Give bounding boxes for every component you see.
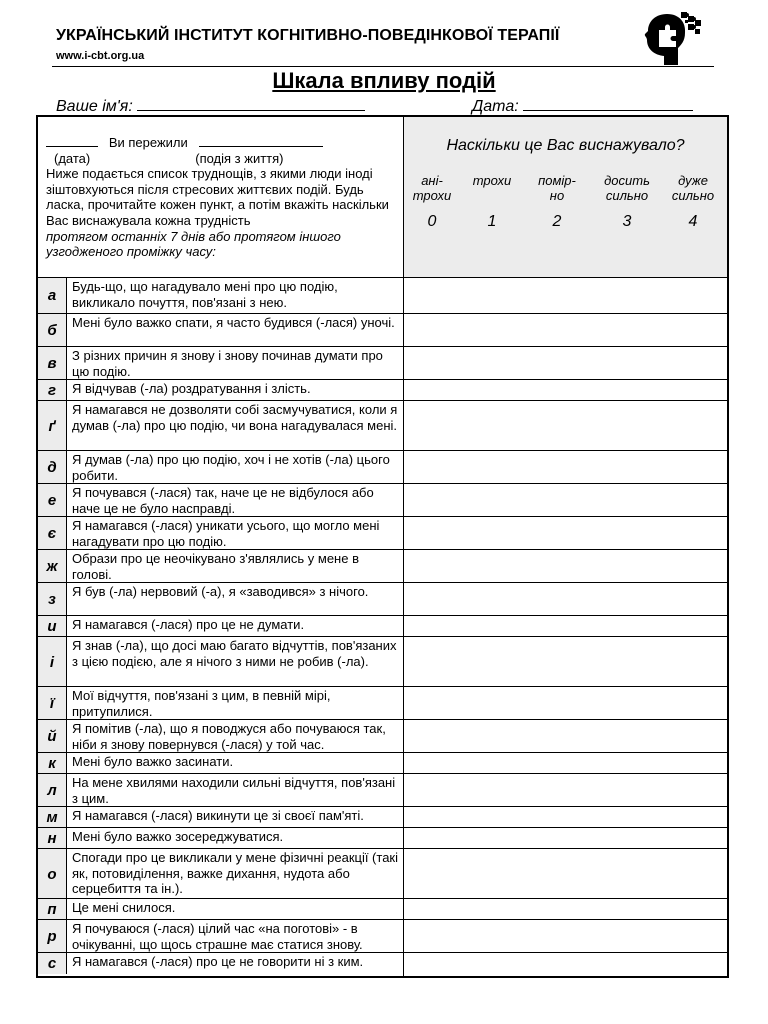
table-row	[38, 450, 727, 484]
answer-cell[interactable]	[405, 347, 727, 380]
answer-cell[interactable]	[405, 720, 727, 753]
answer-cell[interactable]	[405, 314, 727, 347]
item-text: Будь-що, що нагадувало мені про цю подію, викликало почуття, пов'язані з нею.	[72, 279, 338, 310]
answer-cell[interactable]	[405, 920, 727, 953]
item-letter: п	[38, 899, 67, 920]
answer-cell[interactable]	[405, 807, 727, 828]
item-text: Я знав (-ла), що досі маю багато відчуттів, пов'язаних з цією подією, але я нічого з ними не робив (-ла).	[72, 638, 397, 669]
item-text: Я намагався (-лася) викинути це зі своєї пам'яті.	[72, 808, 364, 823]
answer-cell[interactable]	[405, 753, 727, 774]
item-letter: ї	[38, 687, 67, 720]
date-field[interactable]: Дата:	[472, 96, 693, 116]
table-row	[38, 582, 727, 616]
item-text: Це мені снилося.	[72, 900, 176, 915]
table-row	[38, 919, 727, 953]
questionnaire-table	[36, 115, 729, 978]
answer-cell[interactable]	[405, 451, 727, 484]
item-letter: б	[38, 314, 67, 347]
table-row	[38, 400, 727, 451]
scale-question: Наскільки це Вас виснажувало?	[446, 137, 685, 154]
item-text: Мені було важко спати, я часто будився (-лася) уночі.	[72, 315, 395, 330]
name-field[interactable]: Ваше ім'я:	[56, 96, 365, 116]
answer-cell[interactable]	[405, 278, 727, 313]
scale-value-1: 1	[487, 213, 497, 230]
item-letter: р	[38, 920, 67, 953]
answer-cell[interactable]	[405, 849, 727, 899]
item-letter: и	[38, 616, 67, 637]
answer-cell[interactable]	[405, 401, 727, 451]
table-row	[38, 516, 727, 550]
institute-url: www.i-cbt.org.ua	[56, 50, 145, 62]
table-row	[38, 313, 727, 347]
scale-label-2: помір- но	[538, 173, 576, 203]
item-text: На мене хвилями находили сильні відчуття, пов'язані з цим.	[72, 775, 396, 806]
item-text: Я був (-ла) нервовий (-а), я «заводився» з нічого.	[72, 584, 369, 599]
table-row	[38, 848, 727, 899]
scale-value-4: 4	[688, 213, 698, 230]
answer-cell[interactable]	[405, 484, 727, 517]
answer-cell[interactable]	[405, 517, 727, 550]
scale-label-0: ані- трохи	[412, 173, 452, 203]
item-letter: г	[38, 380, 67, 401]
document-title: Шкала впливу подій	[272, 68, 496, 93]
institute-name: УКРАЇНСЬКИЙ ІНСТИТУТ КОГНІТИВНО-ПОВЕДІНКОВОЇ ТЕРАПІЇ	[56, 27, 560, 44]
answer-cell[interactable]	[405, 637, 727, 687]
answer-cell[interactable]	[405, 774, 727, 807]
instructions: Ви пережили (дата) (подія з життя) Ниже подається список труднощів, з якими люди іноді зіштовхуються після стресових життєвих подій. Будь ласка, прочитайте кожен пункт, а потім вкажіть наскільки Вас виснажувала кожна трудність протягом останніх 7 днів або протягом іншого узгодженого проміжку часу:	[46, 135, 389, 260]
answer-cell[interactable]	[405, 583, 727, 616]
item-letter: н	[38, 828, 67, 849]
item-letter: д	[38, 451, 67, 484]
item-text: Образи про це неочікувано з'являлись у мене в голові.	[72, 551, 359, 582]
item-letter: а	[38, 278, 67, 313]
answer-cell[interactable]	[405, 380, 727, 401]
answer-cell[interactable]	[405, 828, 727, 849]
item-text: Я намагався (-лася) про це не говорити ні з ким.	[72, 954, 364, 969]
item-letter: ґ	[38, 401, 67, 451]
item-letter: л	[38, 774, 67, 807]
table-row	[38, 636, 727, 687]
item-text: Мені було важко засинати.	[72, 754, 234, 769]
table-row	[38, 278, 727, 313]
answer-cell[interactable]	[405, 550, 727, 583]
event-date-blank[interactable]	[46, 135, 98, 147]
table-row	[38, 615, 727, 637]
item-letter: в	[38, 347, 67, 380]
item-text: Мої відчуття, пов'язані з цим, в певній мірі, притупилися.	[72, 688, 331, 719]
table-row	[38, 379, 727, 401]
item-letter: ж	[38, 550, 67, 583]
item-text: Спогади про це викликали у мене фізичні реакції (такі як, потовиділення, важке дихання, нудота або серцебиття та ін.).	[72, 850, 399, 897]
item-text: Я помітив (-ла), що я поводжуся або почуваюся так, ніби я знову повернувся (-лася) у той час.	[72, 721, 386, 752]
item-letter: к	[38, 753, 67, 774]
table-row	[38, 773, 727, 807]
scale-value-2: 2	[552, 213, 562, 230]
item-letter: с	[38, 953, 67, 974]
scale-value-3: 3	[622, 213, 632, 230]
table-row	[38, 952, 727, 974]
item-text: Я намагався (-лася) про це не думати.	[72, 617, 305, 632]
table-row	[38, 752, 727, 774]
item-text: Я почувався (-лася) так, наче це не відбулося або наче це не було насправді.	[72, 485, 374, 516]
scale-label-3: досить сильно	[604, 173, 650, 203]
head-puzzle-logo-icon	[637, 10, 703, 66]
answer-cell[interactable]	[405, 899, 727, 920]
item-letter: є	[38, 517, 67, 550]
item-text: Я намагався не дозволяти собі засмучуватися, коли я думав (-ла) про цю подію, чи вона нагадувалася мені.	[72, 402, 398, 433]
table-row	[38, 719, 727, 753]
answer-cell[interactable]	[405, 953, 727, 974]
scale-label-4: дуже сильно	[671, 173, 715, 203]
item-text: Я відчував (-ла) роздратування і злість.	[72, 381, 311, 396]
table-row	[38, 806, 727, 828]
item-text: Я думав (-ла) про цю подію, хоч і не хотів (-ла) цього робити.	[72, 452, 390, 483]
item-text: Мені було важко зосереджуватися.	[72, 829, 284, 844]
item-letter: е	[38, 484, 67, 517]
item-letter: й	[38, 720, 67, 753]
item-letter: з	[38, 583, 67, 616]
answer-cell[interactable]	[405, 687, 727, 720]
table-row	[38, 898, 727, 920]
item-letter: о	[38, 849, 67, 899]
item-letter: м	[38, 807, 67, 828]
table-row	[38, 549, 727, 583]
item-text: Я намагався (-лася) уникати усього, що могло мені нагадувати про цю подію.	[72, 518, 380, 549]
table-row	[38, 346, 727, 380]
item-text: З різних причин я знову і знову починав думати про цю подію.	[72, 348, 383, 379]
scale-value-0: 0	[427, 213, 437, 230]
table-row	[38, 827, 727, 849]
item-text: Я почуваюся (-лася) цілий час «на поготові» - в очікуванні, що щось страшне має статися знову.	[72, 921, 363, 952]
answer-cell[interactable]	[405, 616, 727, 637]
header-divider	[52, 66, 714, 67]
scale-label-1: трохи	[472, 173, 512, 188]
table-row	[38, 483, 727, 517]
table-row	[38, 686, 727, 720]
event-name-blank[interactable]	[199, 135, 323, 147]
item-letter: і	[38, 637, 67, 687]
